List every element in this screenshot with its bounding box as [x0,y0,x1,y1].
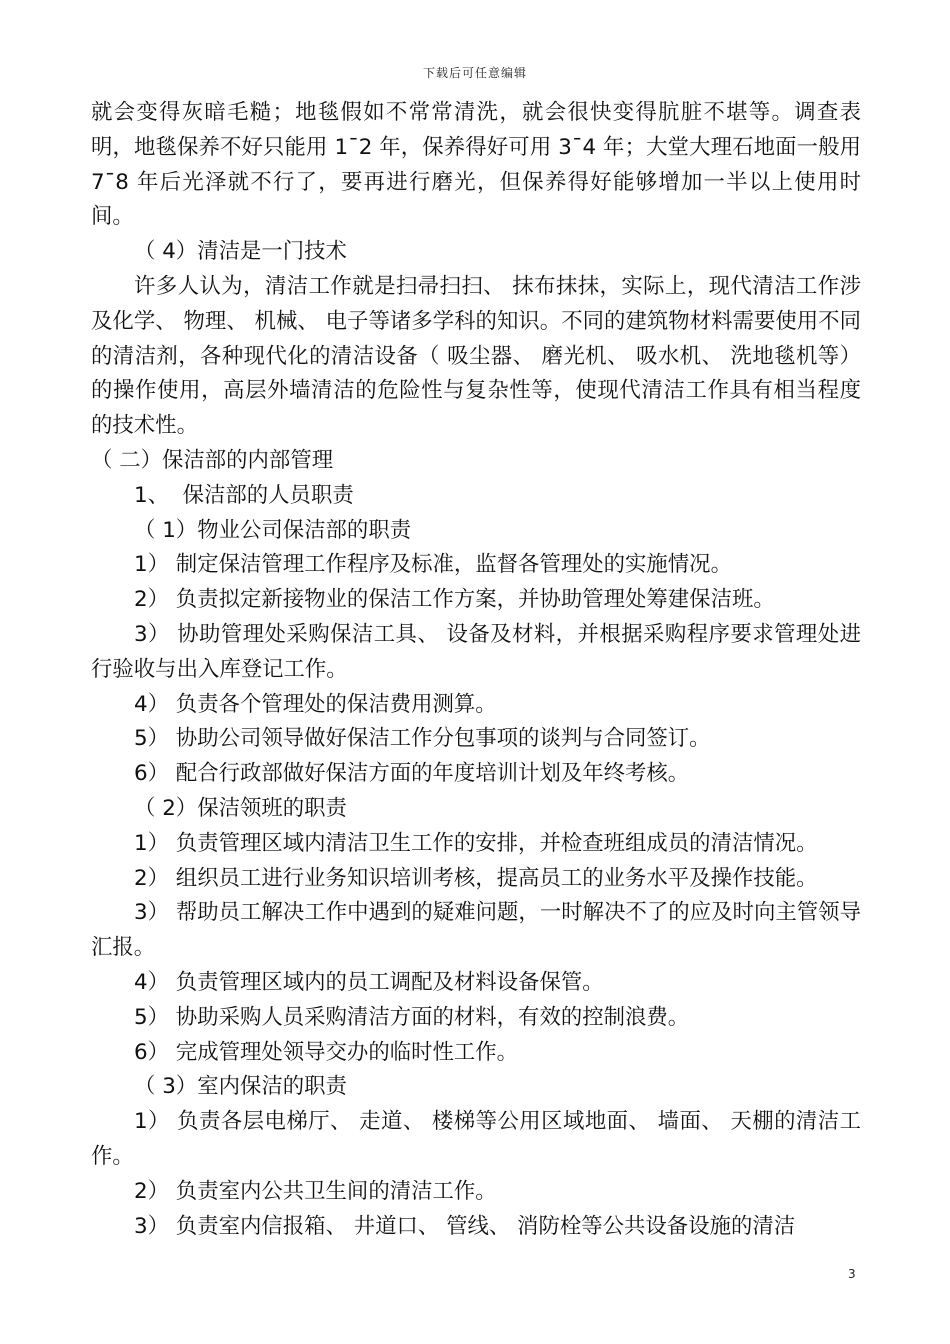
list-item: 4） 负责各个管理处的保洁费用测算。 [134,691,497,717]
list-item: 3） 帮助员工解决工作中遇到的疑难问题，一时解决不了的应及时向主管领导汇报。 [91,900,861,961]
list-item: 3） 协助管理处采购保洁工具、 设备及材料，并根据采购程序要求管理处进行验收与出入库登记工作。 [91,621,861,682]
section-heading: （ 4）清洁是一门技术 [134,239,347,265]
list-item: 1） 负责各层电梯厅、 走道、 楼梯等公用区域地面、 墙面、 天棚的清洁工作。 [91,1109,861,1169]
list-item: 2） 负责拟定新接物业的保洁工作方案，并协助管理处筹建保洁班。 [134,587,775,613]
list-item: 5） 协助公司领导做好保洁工作分包事项的谈判与合同签订。 [134,726,711,752]
subsection-heading: （ 2）保洁领班的职责 [134,795,347,821]
list-item: 5） 协助采购人员采购清洁方面的材料，有效的控制浪费。 [134,1004,690,1030]
section-heading: （ 二）保洁部的内部管理 [91,447,334,473]
subsection-heading: （ 3）室内保洁的职责 [134,1074,347,1100]
paragraph: 就会变得灰暗毛糙；地毯假如不常常清洗，就会很快变得肮脏不堪等。调查表明，地毯保养不好只能用 1¯2 年，保养得好可用 3¯4 年；大堂大理石地面一般用 7¯8 年后光泽就不行了，要再进行磨光，但保养得好能够增加一半以上使用时间。 [91,100,868,230]
paragraph: 许多人认为，清洁工作就是扫帚扫扫、 抹布抹抹，实际上，现代清洁工作涉及化学、 物理、 机械、 电子等诸多学科的知识。不同的建筑物材料需要使用不同的清洁剂，各种现代化的清洁设备（ 吸尘器、 磨光机、 吸水机、 洗地毯机等）的操作使用，高层外墙清洁的危险性与复杂性等，使现代清洁工作具有相当程度的技术性。 [91,273,861,439]
page-header: 下载后可任意编辑 [422,66,527,80]
list-item: 4） 负责管理区域内的员工调配及材料设备保管。 [134,969,604,995]
list-item: 6） 完成管理处领导交办的临时性工作。 [134,1039,519,1065]
list-item: 3） 负责室内信报箱、 井道口、 管线、 消防栓等公共设备设施的清洁 [134,1213,796,1239]
list-item: 6） 配合行政部做好保洁方面的年度培训计划及年终考核。 [134,761,690,787]
list-item: 2） 负责室内公共卫生间的清洁工作。 [134,1178,497,1204]
list-item: 1） 负责管理区域内清洁卫生工作的安排，并检查班组成员的清洁情况。 [134,830,818,856]
document-body [91,96,868,1244]
page-number: 3 [848,1267,856,1281]
subsection-heading: 1、 保洁部的人员职责 [134,482,354,508]
subsection-heading: （ 1）物业公司保洁部的职责 [134,517,412,543]
list-item: 1） 制定保洁管理工作程序及标准，监督各管理处的实施情况。 [134,552,732,578]
list-item: 2） 组织员工进行业务知识培训考核，提高员工的业务水平及操作技能。 [134,865,818,891]
